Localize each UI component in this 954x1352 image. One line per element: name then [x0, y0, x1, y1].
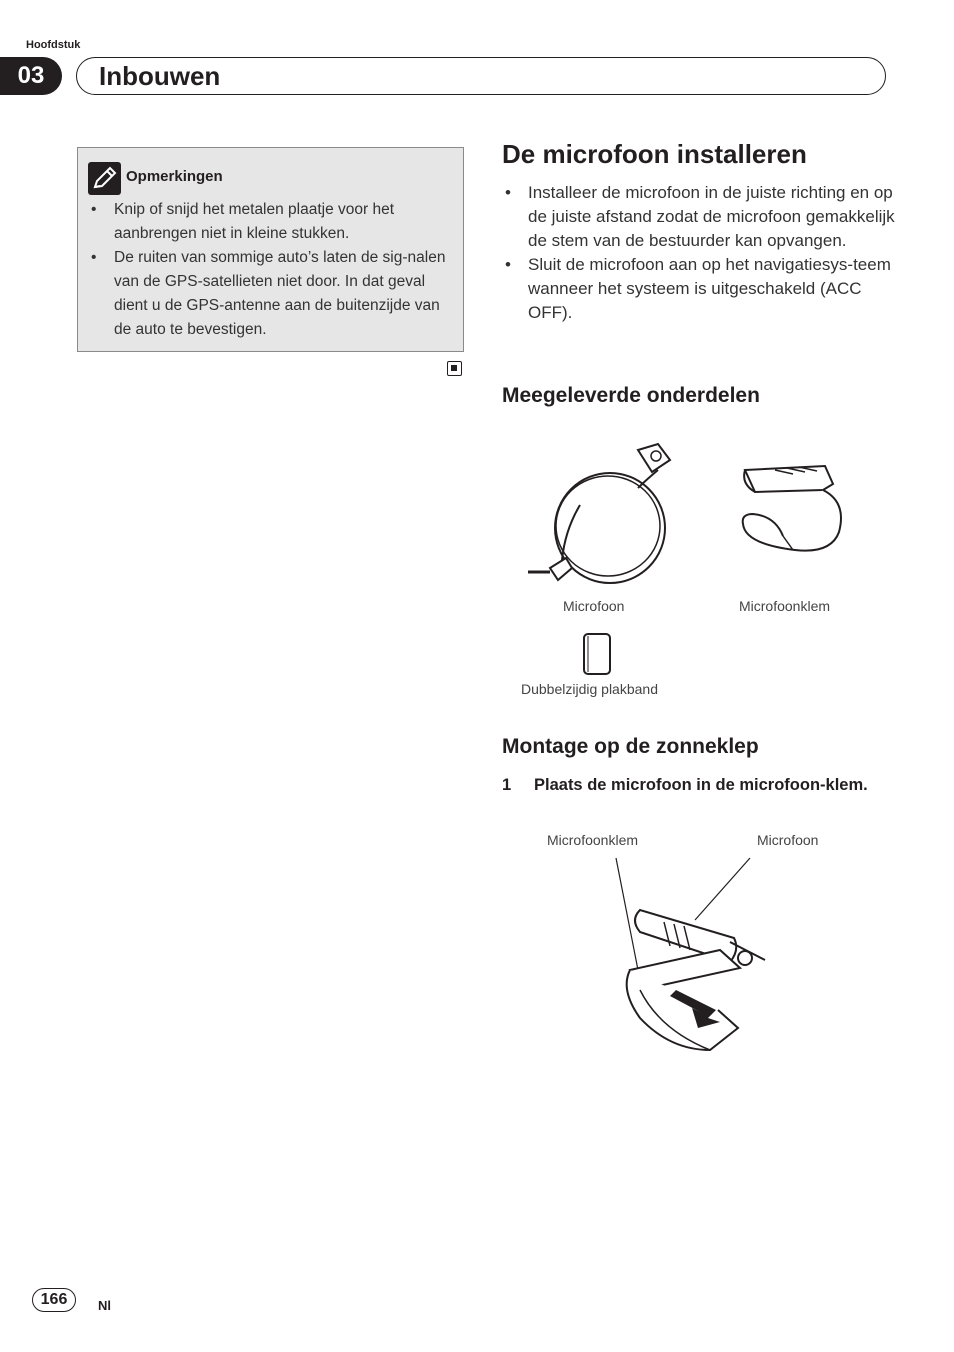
section-title: De microfoon installeren — [502, 139, 807, 169]
microphone-clip-illustration — [735, 462, 850, 557]
chapter-number-badge: 03 — [0, 57, 62, 95]
mount-mic-label: Microfoon — [757, 832, 819, 848]
section-item: • Sluit de microfoon aan op het navigatiesys-teem wanneer het systeem is uitgeschakeld (ACC OFF). — [502, 253, 897, 325]
tape-illustration — [580, 630, 616, 678]
mount-illustration — [600, 850, 790, 1065]
mount-clip-label: Microfoonklem — [547, 832, 639, 848]
notes-title: Opmerkingen — [126, 168, 223, 185]
parts-title: Meegeleverde onderdelen — [502, 384, 760, 407]
chapter-title-bar — [76, 57, 886, 95]
language-code: Nl — [98, 1298, 111, 1313]
notes-list — [88, 198, 450, 342]
step-text: Plaats de microfoon in de microfoon-klem. — [534, 776, 868, 794]
chapter-label: Hoofdstuk — [26, 39, 81, 51]
microphone-caption: Microfoon — [563, 598, 625, 614]
step-number: 1 — [502, 776, 512, 794]
pencil-note-icon — [88, 162, 121, 195]
section-item: • Installeer de microfoon in de juiste richting en op de juiste afstand zodat de microfoon gemakkelijk de stem van de bestuurder kan opvangen. — [502, 181, 897, 253]
section-list — [502, 181, 897, 325]
chapter-title: Inbouwen — [99, 61, 221, 91]
notes-item: • De ruiten van sommige auto’s laten de sig-nalen van de GPS-satellieten niet door. In dat geval dient u de GPS-antenne aan de buitenzijde van de auto te bevestigen. — [88, 246, 450, 342]
page-number: 166 — [32, 1288, 76, 1312]
mount-title: Montage op de zonneklep — [502, 735, 759, 758]
step-1 — [502, 773, 882, 797]
notes-box — [77, 147, 464, 352]
microphone-illustration — [520, 440, 680, 590]
notes-item: • Knip of snijd het metalen plaatje voor het aanbrengen niet in kleine stukken. — [88, 198, 450, 246]
section-end-marker — [447, 361, 462, 376]
microphone-clip-caption: Microfoonklem — [739, 598, 831, 614]
tape-caption: Dubbelzijdig plakband — [521, 681, 658, 697]
